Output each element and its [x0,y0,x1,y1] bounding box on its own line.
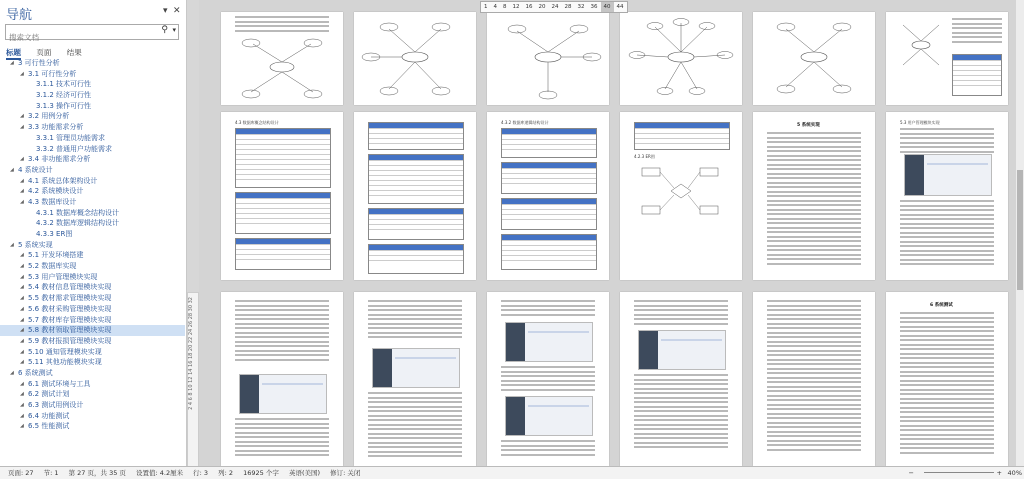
collapse-triangle-icon[interactable]: ◢ [20,316,24,323]
close-icon[interactable]: ✕ [173,6,181,16]
status-word-count[interactable]: 16925 个字 [243,469,279,477]
outline-item-label: 3.3.2 普通用户功能需求 [36,144,113,153]
outline-item-label: 3.3.1 管理员功能需求 [36,133,106,142]
collapse-triangle-icon[interactable]: ◢ [10,60,14,66]
collapse-triangle-icon[interactable]: ◢ [20,124,24,131]
collapse-triangle-icon[interactable]: ◢ [10,166,14,173]
outline-item-label: 5.4 教材信息管理模块实现 [28,283,112,292]
outline-item[interactable] [0,144,185,155]
zoom-page-count-option[interactable]: 8 [503,4,507,10]
outline-item-label: 3.1.1 技术可行性 [36,80,92,89]
outline-item[interactable] [0,197,185,208]
navigation-pane [0,0,187,466]
collapse-triangle-icon[interactable]: ◢ [20,295,24,302]
outline-item[interactable] [0,347,185,358]
outline-item[interactable] [0,315,185,326]
outline-item[interactable] [0,293,185,304]
er-diagram [891,17,951,72]
outline-item[interactable] [0,111,185,122]
tab-headings[interactable]: 标题 [6,48,21,60]
collapse-triangle-icon[interactable]: ◢ [20,380,24,387]
zoom-in-icon[interactable]: + [996,469,1002,477]
page-heading: 4.2.3 ER图 [634,154,655,159]
page-thumbnail[interactable] [354,12,476,105]
status-track-changes[interactable]: 修订: 关闭 [330,469,361,477]
page-thumbnail[interactable] [886,292,1008,466]
collapse-triangle-icon[interactable]: ◢ [20,359,24,366]
collapse-triangle-icon[interactable]: ◢ [20,412,24,419]
page-thumbnail[interactable] [886,112,1008,280]
outline-item[interactable] [0,69,185,80]
page-thumbnail[interactable] [221,112,343,280]
outline-item[interactable] [0,122,185,133]
search-input[interactable] [6,32,162,44]
outline-item[interactable] [0,165,185,176]
collapse-triangle-icon[interactable]: ◢ [20,402,24,408]
page-heading: 5 系统实现 [797,123,820,128]
zoom-page-count-option[interactable]: 28 [564,4,572,10]
outline-item-label: 6.3 测试用例设计 [28,401,84,409]
outline-item[interactable] [0,304,185,315]
zoom-page-count-option[interactable]: 24 [551,4,559,10]
er-diagram [359,17,471,102]
collapse-triangle-icon[interactable]: ◢ [20,252,24,259]
outline-item[interactable] [0,250,185,261]
outline-item[interactable] [0,411,185,422]
page-thumbnail[interactable] [753,292,875,466]
outline-item[interactable] [0,90,185,101]
scrollbar-thumb[interactable] [1017,170,1023,290]
page-thumbnail[interactable] [487,12,609,105]
outline-item[interactable] [0,101,185,112]
outline-item-label: 4.3.1 数据库概念结构设计 [36,208,120,217]
status-setting[interactable]: 设置值: 4.2厘米 [135,469,184,477]
collapse-triangle-icon[interactable]: ◢ [20,156,24,163]
outline-item-label: 4.2 系统模块设计 [28,187,84,196]
outline-item-label: 3.4 非功能需求分析 [28,155,91,164]
search-box [5,24,179,40]
outline-item[interactable] [0,133,185,144]
outline-item-label: 5.7 教材库存管理模块实现 [28,315,112,324]
page-heading: 6 系统测试 [930,303,953,308]
collapse-triangle-icon[interactable]: ◢ [20,273,24,280]
dropdown-arrow-icon[interactable]: ▾ [172,26,176,34]
collapse-triangle-icon[interactable]: ◢ [20,70,24,77]
zoom-page-count-option[interactable]: 16 [525,4,533,10]
collapse-triangle-icon[interactable]: ◢ [20,423,24,430]
page-zoom-selector[interactable] [480,1,628,13]
outline-item[interactable] [0,325,185,336]
status-language[interactable]: 英语(美国) [288,469,321,477]
zoom-out-icon[interactable]: − [908,469,914,477]
document-area[interactable] [199,0,1024,466]
outline-item-label: 5.3 用户管理模块实现 [28,272,98,281]
vertical-ruler [187,292,199,468]
tab-results[interactable]: 结果 [66,48,82,57]
outline-item-label: 3.1 可行性分析 [28,69,77,78]
outline-item-label: 5.11 其他功能模块实现 [28,358,102,367]
outline-item-label: 5.5 教材需求管理模块实现 [28,294,112,303]
page-heading: 4.3.2 数据库逻辑结构设计 [501,120,549,125]
tab-pages[interactable]: 页面 [36,48,52,57]
zoom-page-count-option[interactable]: 1 [484,4,488,10]
nav-title: 导航 [6,8,33,23]
collapse-triangle-icon[interactable]: ◢ [20,177,24,184]
zoom-page-count-option[interactable]: 32 [577,4,585,10]
collapse-triangle-icon[interactable]: ◢ [20,327,24,334]
outline-item[interactable] [0,400,185,411]
page-thumbnail[interactable] [354,292,476,466]
outline-item[interactable] [0,240,185,251]
chevron-down-icon[interactable]: ▾ [163,6,168,16]
page-thumbnail[interactable] [620,12,742,105]
zoom-page-count-option[interactable]: 44 [616,4,624,10]
zoom-slider[interactable] [924,472,994,473]
zoom-page-count-option[interactable]: 4 [493,4,497,10]
er-diagram [758,17,870,102]
collapse-triangle-icon[interactable]: ◢ [20,188,24,195]
status-page-of[interactable]: 第 27 页，共 35 页 [68,469,126,477]
collapse-triangle-icon[interactable]: ◢ [10,369,14,376]
outline-item[interactable] [0,272,185,283]
page-thumbnail[interactable] [221,12,343,105]
page-thumbnail[interactable] [753,112,875,280]
outline-item[interactable] [0,421,185,432]
outline-item[interactable] [0,389,185,400]
status-page[interactable]: 页面: 27 [8,469,34,477]
collapse-triangle-icon[interactable]: ◢ [20,284,24,291]
page-heading: 5.3 用户管理模块实现 [900,120,940,125]
collapse-triangle-icon[interactable]: ◢ [20,337,24,344]
zoom-page-count-option[interactable]: 12 [512,4,520,10]
outline-item[interactable] [0,208,185,219]
page-thumbnail[interactable] [620,292,742,466]
outline-item[interactable] [0,218,185,229]
collapse-triangle-icon[interactable]: ◢ [20,198,24,205]
outline-item[interactable] [0,58,185,69]
status-col: 列: 2 [218,469,234,477]
outline-item-label: 3.1.3 操作可行性 [36,101,92,110]
zoom-page-count-option[interactable]: 36 [590,4,598,10]
er-diagram [231,34,333,104]
status-row: 行: 3 [193,469,209,477]
outline-item[interactable] [0,229,185,240]
outline-item-label: 6 系统测试 [18,368,53,377]
outline-item[interactable] [0,261,185,272]
outline-item[interactable] [0,186,185,197]
page-thumbnail[interactable] [221,292,343,466]
page-thumbnail[interactable] [620,112,742,280]
outline-item-label: 4 系统设计 [18,165,53,174]
ruler-labels: 2 4 6 8 10 12 14 16 18 20 22 24 26 28 30 32 [188,297,194,410]
outline-item-label: 6.4 功能测试 [28,411,70,420]
outline-item-label: 3.3 功能需求分析 [28,123,84,132]
zoom-page-count-option[interactable]: 20 [538,4,546,10]
collapse-triangle-icon[interactable]: ◢ [10,241,14,248]
outline-item[interactable] [0,79,185,90]
outline-item-label: 3.2 用例分析 [28,112,70,121]
outline-item-label: 6.1 测试环境与工具 [28,379,91,388]
collapse-triangle-icon[interactable]: ◢ [20,113,24,120]
outline-item[interactable] [0,368,185,379]
collapse-triangle-icon[interactable]: ◢ [20,263,24,270]
outline-item-label: 5.6 教材采购管理模块实现 [28,304,112,313]
outline-item[interactable] [0,336,185,347]
outline-item-label: 4.1 系统总体架构设计 [28,176,98,185]
er-diagram [634,162,728,222]
nav-tabs [6,47,95,58]
outline-item-label: 5.10 通知管理模块实现 [28,347,102,356]
page-thumbnail[interactable] [487,112,609,280]
page-thumbnail[interactable] [354,112,476,280]
outline-item[interactable] [0,282,185,293]
page-thumbnail[interactable] [487,292,609,466]
page-thumbnail[interactable] [753,12,875,105]
page-thumbnail[interactable] [886,12,1008,105]
outline-item-label: 5.2 数据库实现 [28,262,77,271]
outline-item-label: 6.5 性能测试 [28,422,70,431]
outline-item[interactable] [0,357,185,368]
outline-item-label: 4.3.3 ER图 [36,230,73,238]
collapse-triangle-icon[interactable]: ◢ [20,391,24,398]
outline-item-label: 5.1 开发环境搭建 [28,251,84,260]
outline-item[interactable] [0,154,185,165]
outline-item-label: 3.1.2 经济可行性 [36,91,92,100]
status-section[interactable]: 节: 1 [43,469,59,477]
outline-item-label: 4.3 数据库设计 [28,197,77,206]
collapse-triangle-icon[interactable]: ◢ [20,348,24,355]
er-diagram [492,17,604,102]
vertical-scrollbar[interactable] [1016,0,1024,466]
status-bar [0,466,1024,479]
outline-list [0,58,185,432]
zoom-page-count-option[interactable]: 40 [601,2,614,12]
collapse-triangle-icon[interactable]: ◢ [20,305,24,312]
zoom-level[interactable]: 40% [1007,469,1022,477]
outline-item[interactable] [0,379,185,390]
outline-item-label: 5.8 教材领取管理模块实现 [28,326,112,335]
search-icon[interactable]: ⚲ [161,25,168,35]
er-diagram [625,17,737,102]
outline-item-label: 5.9 教材报损管理模块实现 [28,336,112,345]
outline-item[interactable] [0,176,185,187]
page-heading: 4.3 数据库概念结构设计 [235,120,279,125]
outline-item-label: 3 可行性分析 [18,59,60,67]
outline-item-label: 4.3.2 数据库逻辑结构设计 [36,219,120,228]
outline-item-label: 6.2 测试计划 [28,390,70,399]
outline-item-label: 5 系统实现 [18,240,53,249]
